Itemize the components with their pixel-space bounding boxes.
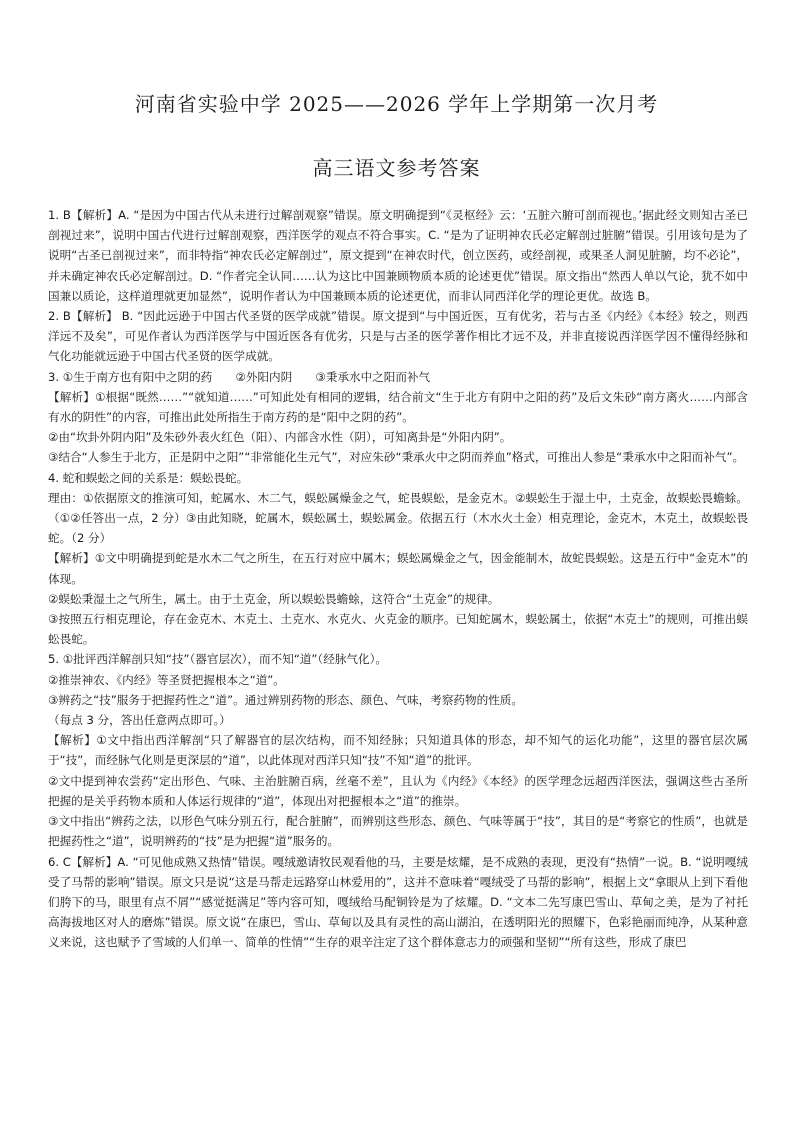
- answer-paragraph: ②蜈蚣秉湿土之气所生，属土。由于土克金，所以蜈蚣畏蟾蜍，这符合“土克金”的规律。: [48, 591, 500, 606]
- page-title: 河南省实验中学 2025——2026 学年上学期第一次月考: [134, 92, 659, 116]
- answer-paragraph: 【解析】①根据“既然……”“就知道……”可知此处有相同的逻辑，结合前文“生于北方有阴中之阳的药”及后文朱砂“南方离火……内部含有水的阴性”的内容，可推出此处所指生于南方药的是“阳中之阴的药”。: [48, 389, 748, 425]
- answer-paragraph: 【解析】①文中明确提到蛇是水木二气之所生，在五行对应中属木；蜈蚣属燥金之气，因金能制木，故蛇畏蜈蚣。这是五行中“金克木”的体现。: [48, 551, 748, 586]
- answer-paragraph: 1. B【解析】A. “是因为中国古代从未进行过解剖观察”错误。原文明确提到“《灵枢经》云：‘五脏六腑可剖而视也。’据此经文则知古圣已剖视过来”，说明中国古代进行过解剖观察，西洋医学的观点不符合事实。C. “是为了证明神农氏必定解剖过脏腑”错误。引用该句是为了说明“古圣已剖视过来”，而非特指“神农氏必定解剖过”，原文提到“在神农时代，创立医药，或经剖视，或果圣人洞见脏腑，均不必论”，并未确定神农氏必定解剖过。D. “作者完全认同……认为这比中国兼顾物质本质的论述更优”错误。原文指出“然西人单以气论，犹不如中国兼以质论，这样道理就更加显然”，说明作者认为中国兼顾本质的论述更优，而非认同西洋化学的理论更优。故选 B。: [48, 208, 748, 303]
- answer-paragraph: ③文中指出“辨药之法，以形色气味分别五行，配合脏腑”，而辨别这些形态、颜色、气味等属于“技”，其目的是“考察它的性质”，也就是把握药性之“道”，说明辨药的“技”是为把握“道”服务的。: [48, 814, 748, 849]
- answer-body: [48, 205, 748, 953]
- answer-paragraph: 【解析】①文中指出西洋解剖“只了解器官的层次结构，而不知经脉；只知道具体的形态，却不知气的运化功能”，这里的器官层次属于“技”，而经脉气化则是更深层的“道”，以此体现对西洋只知“技”不知“道”的批评。: [48, 733, 748, 768]
- answer-paragraph: ②由“坎卦外阴内阳”及朱砂外表火红色（阳）、内部含水性（阴），可知离卦是“外阳内阴”。: [48, 430, 512, 445]
- answer-paragraph: 3. ①生于南方也有阳中之阴的药 ②外阳内阴 ③秉承水中之阳而补气: [48, 369, 431, 384]
- answer-paragraph: 5. ①批评西洋解剖只知“技”（器官层次），而不知“道”（经脉气化）。: [48, 652, 387, 667]
- answer-paragraph: ②推崇神农、《内经》等圣贤把握根本之“道”。: [48, 672, 285, 687]
- answer-paragraph: ③按照五行相克理论，存在金克木、木克土、土克水、水克火、火克金的顺序。已知蛇属木，蜈蚣属土，依据“木克土”的规则，可推出蜈蚣畏蛇。: [48, 612, 748, 647]
- answer-paragraph: 4. 蛇和蜈蚣之间的关系是：蜈蚣畏蛇。: [48, 470, 249, 485]
- answer-paragraph: 6. C【解析】A. “可见他成熟又热情”错误。嘎绒邀请牧民观看他的马，主要是炫耀，是不成熟的表现，更没有“热情”一说。B. “说明嘎绒受了马帮的影响”错误。原文只是说“这是马帮走远路穿山林爱用的”，这并不意味着“嘎绒受了马帮的影响”，根据上文“拿眼从上到下看他们胯下的马，眼里有点不屑”“感觉挺满足”等内容可知，嘎绒给马配铜铃是为了炫耀。D. “文本二先写康巴雪山、草甸之美，是为了衬托高海拔地区对人的磨炼”错误。原文说“在康巴，雪山、草甸以及具有灵性的高山湖泊，在透明阳光的照耀下，色彩艳丽而纯净，从某种意义来说，这也赋予了雪域的人们单一、简单的性情”“生存的艰辛注定了这个群体意志力的顽强和坚韧”“所有这些，形成了康巴: [48, 854, 748, 950]
- answer-paragraph: 理由：①依据原文的推演可知，蛇属水、木二气，蜈蚣属燥金之气，蛇畏蜈蚣，是金克木。②蜈蚣生于湿土中，土克金，故蜈蚣畏蟾蜍。（①②任答出一点，2 分）③由此知晓，蛇属木，蜈蚣属土，蜈蚣属金。依据五行（木水火土金）相克理论，金克木，木克土，故蜈蚣畏蛇。（2 分）: [48, 490, 748, 546]
- answer-paragraph: （每点 3 分，答出任意两点即可。）: [48, 713, 231, 728]
- answer-paragraph: ③结合“人参生于北方，正是阴中之阳”“非常能化生元气”，对应朱砂“秉承火中之阴而养血”格式，可推出人参是“秉承水中之阳而补气”。: [48, 450, 745, 465]
- answer-paragraph: 2. B【解析】 B. “因此远逊于中国古代圣贤的医学成就”错误。原文提到“与中国近医，互有优劣，若与古圣《内经》《本经》较之，则西洋远不及矣”，可见作者认为西洋医学与中国近医各有优劣，只是与古圣的医学著作相比才远不及，并非直接说西洋医学因不懂得经脉和气化功能就远逊于中国古代圣贤的医学成就。: [48, 309, 748, 364]
- answer-paragraph: ②文中提到神农尝药“定出形色、气味、主治脏腑百病，丝毫不差”，且认为《内经》《本经》的医学理念远超西洋医法，强调这些古圣所把握的是关乎药物本质和人体运行规律的“道”，体现出对把握根本之“道”的推崇。: [48, 773, 748, 808]
- page-subtitle: 高三语文参考答案: [312, 156, 481, 180]
- answer-paragraph: ③辨药之“技”服务于把握药性之“道”。通过辨别药物的形态、颜色、气味，考察药物的性质。: [48, 692, 523, 707]
